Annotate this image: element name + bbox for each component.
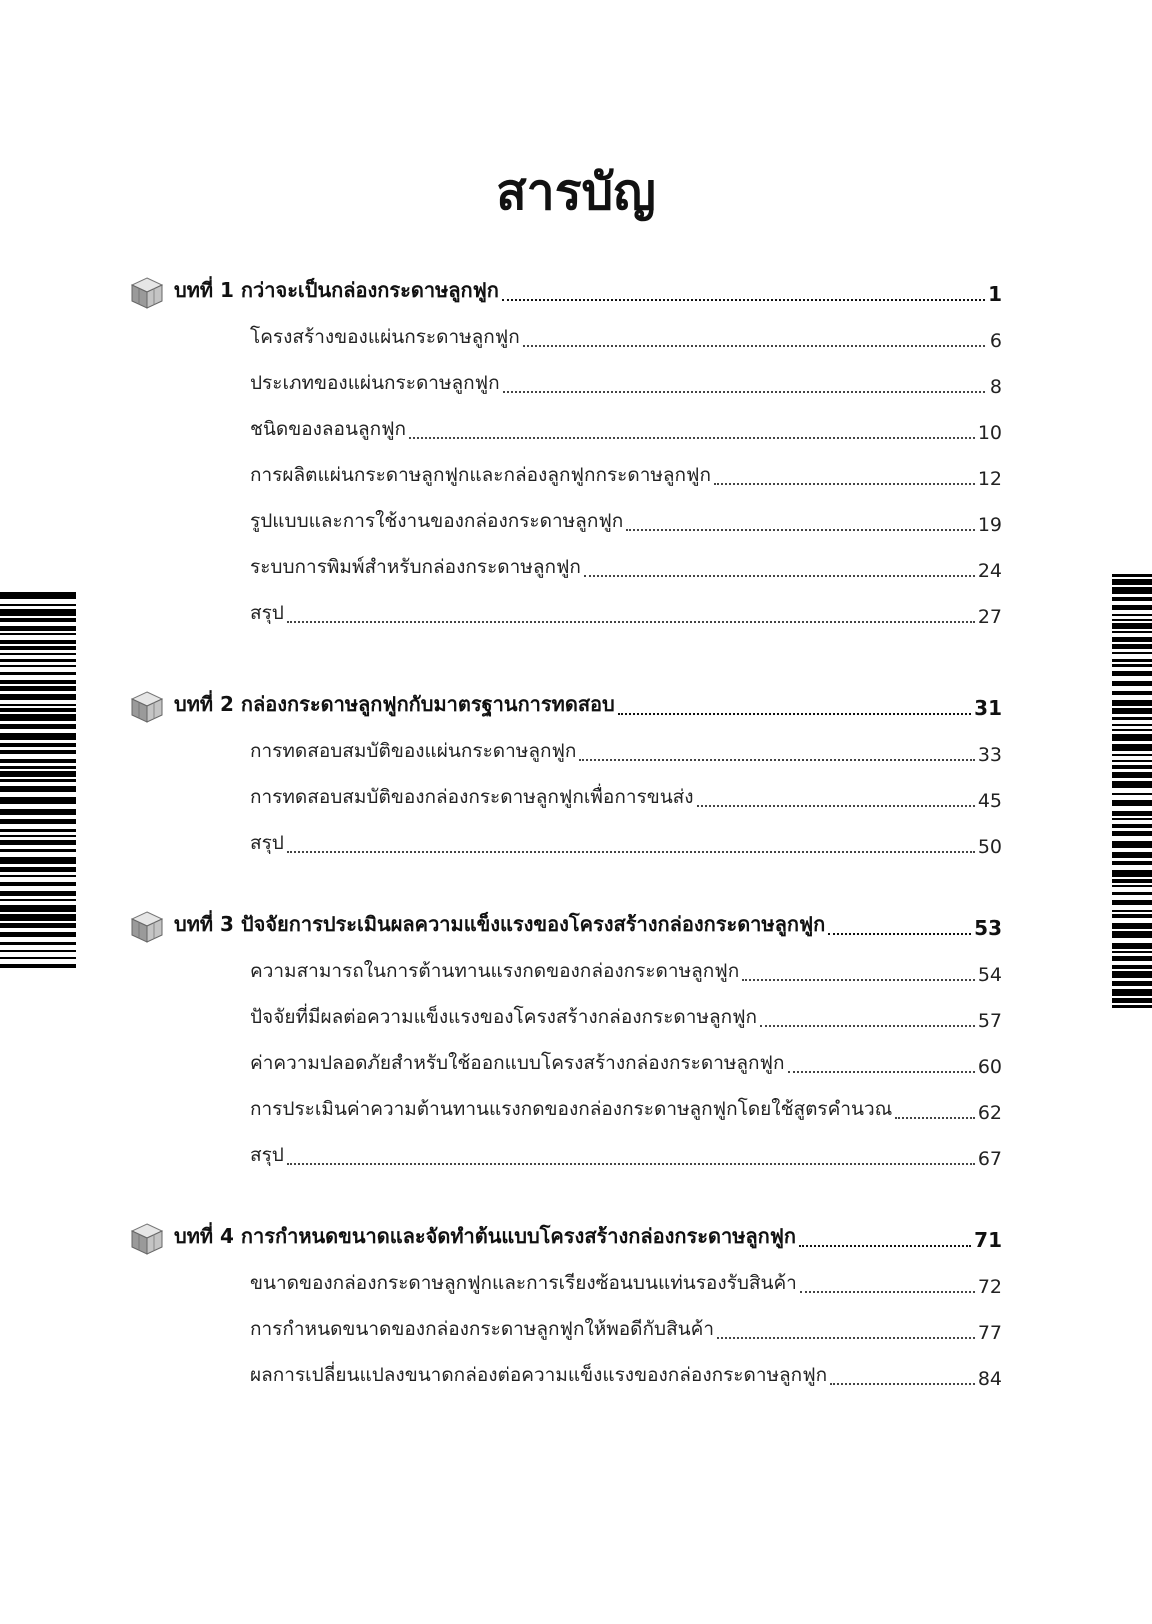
barcode-bar	[1112, 931, 1152, 938]
barcode-bar	[1112, 943, 1152, 949]
barcode-bar	[0, 923, 76, 928]
section-row[interactable]	[250, 1132, 1002, 1178]
barcode-bar	[0, 957, 76, 959]
barcode-bar	[0, 750, 76, 754]
section-row[interactable]	[250, 544, 1002, 590]
barcode-bar	[0, 875, 76, 877]
section-title: การทดสอบสมบัติของแผ่นกระดาษลูกฟูก	[250, 740, 577, 762]
dot-leader	[830, 1383, 975, 1385]
barcode-bar	[1112, 659, 1152, 662]
section-title: ผลการเปลี่ยนแปลงขนาดกล่องต่อความแข็งแรงของกล่องกระดาษลูกฟูก	[250, 1364, 828, 1386]
page-number: 27	[977, 606, 1002, 628]
page-number: 60	[977, 1056, 1002, 1078]
page-number: 45	[977, 790, 1002, 812]
barcode-bar	[1112, 885, 1152, 887]
barcode-bar	[1112, 892, 1152, 895]
barcode-bar	[1112, 951, 1152, 953]
chapter-4	[130, 1214, 1002, 1398]
barcode-bar	[1112, 744, 1152, 751]
barcode-bar	[0, 950, 76, 952]
barcode-bar	[1112, 793, 1152, 795]
barcode-bar	[1112, 700, 1152, 706]
page-number: 84	[977, 1368, 1002, 1390]
section-title: การประเมินค่าความต้านทานแรงกดของกล่องกระดาษลูกฟูกโดยใช้สูตรคำนวณ	[250, 1098, 893, 1120]
dot-leader	[502, 299, 985, 301]
barcode-bar	[1112, 623, 1152, 629]
barcode-bar	[1112, 644, 1152, 649]
barcode-bar	[1112, 852, 1152, 858]
chapter-title: บทที่ 1 กว่าจะเป็นกล่องกระดาษลูกฟูก	[174, 278, 499, 302]
dot-leader	[742, 979, 975, 981]
chapter-title: บทที่ 4 การกำหนดขนาดและจัดทำต้นแบบโครงสร้างกล่องกระดาษลูกฟูก	[174, 1224, 797, 1248]
box-icon	[130, 276, 164, 310]
section-row[interactable]	[250, 994, 1002, 1040]
dot-leader	[618, 713, 971, 715]
barcode-bar	[0, 686, 76, 691]
section-row[interactable]	[250, 498, 1002, 544]
barcode-bar	[0, 714, 76, 721]
barcode-bar	[0, 680, 76, 684]
barcode-bar	[1112, 781, 1152, 788]
barcode-bar	[0, 640, 76, 644]
barcode-bar	[1112, 631, 1152, 633]
barcode-bar	[1112, 914, 1152, 918]
barcode-bar	[0, 724, 76, 729]
dot-leader	[287, 851, 975, 853]
page-number: 50	[977, 836, 1002, 858]
barcode-bar	[1112, 870, 1152, 877]
barcode-bar	[0, 626, 76, 631]
barcode-bar	[0, 899, 76, 901]
section-row[interactable]	[250, 728, 1002, 774]
barcode-bar	[1112, 605, 1152, 610]
barcode-bar	[0, 766, 76, 769]
section-title: ประเภทของแผ่นกระดาษลูกฟูก	[250, 372, 500, 394]
page-number: 54	[977, 964, 1002, 986]
barcode-bar	[1112, 734, 1152, 741]
dot-leader	[523, 345, 985, 347]
section-title: ค่าความปลอดภัยสำหรับใช้ออกแบบโครงสร้างกล่องกระดาษลูกฟูก	[250, 1052, 785, 1074]
dot-leader	[799, 1245, 971, 1247]
barcode-bar	[1112, 717, 1152, 720]
barcode-bar	[1112, 956, 1152, 961]
chapter-heading-row[interactable]	[130, 1214, 1002, 1260]
section-row[interactable]	[250, 1260, 1002, 1306]
barcode-bar	[0, 733, 76, 740]
barcode-bar	[1112, 824, 1152, 828]
barcode-left	[0, 592, 76, 973]
barcode-right	[1112, 574, 1152, 1013]
section-row[interactable]	[250, 314, 1002, 360]
barcode-bar	[0, 704, 76, 706]
barcode-bar	[1112, 671, 1152, 676]
barcode-bar	[1112, 910, 1152, 912]
page-number: 12	[977, 468, 1002, 490]
section-title: ความสามารถในการต้านทานแรงกดของกล่องกระดาษลูกฟูก	[250, 960, 740, 982]
barcode-bar	[0, 618, 76, 622]
section-row[interactable]	[250, 1040, 1002, 1086]
section-row[interactable]	[250, 820, 1002, 866]
barcode-bar	[0, 819, 76, 824]
barcode-bar	[0, 646, 76, 650]
barcode-bar	[0, 857, 76, 864]
section-title: สรุป	[250, 832, 284, 854]
dot-leader	[409, 437, 975, 439]
barcode-bar	[1112, 760, 1152, 762]
barcode-bar	[1112, 879, 1152, 883]
barcode-bar	[1112, 861, 1152, 865]
page-number: 24	[977, 560, 1002, 582]
barcode-bar	[0, 849, 76, 852]
section-row[interactable]	[250, 1086, 1002, 1132]
section-title: รูปแบบและการใช้งานของกล่องกระดาษลูกฟูก	[250, 510, 624, 532]
barcode-bar	[0, 914, 76, 921]
barcode-bar	[0, 665, 76, 667]
barcode-bar	[1112, 831, 1152, 836]
barcode-bar	[0, 797, 76, 804]
barcode-bar	[1112, 1005, 1152, 1008]
section-title: ปัจจัยที่มีผลต่อความแข็งแรงของโครงสร้างกล่องกระดาษลูกฟูก	[250, 1006, 758, 1028]
section-row[interactable]	[250, 590, 1002, 636]
barcode-bar	[0, 835, 76, 837]
barcode-bar	[1112, 574, 1152, 577]
barcode-bar	[0, 708, 76, 712]
chapter-heading-row[interactable]	[130, 268, 1002, 314]
barcode-bar	[0, 932, 76, 937]
page-number: 77	[977, 1322, 1002, 1344]
barcode-bar	[1112, 729, 1152, 731]
barcode-bar	[0, 942, 76, 945]
barcode-bar	[1112, 965, 1152, 969]
dot-leader	[287, 621, 975, 623]
section-title: สรุป	[250, 602, 284, 624]
barcode-bar	[1112, 841, 1152, 848]
section-row[interactable]	[250, 1352, 1002, 1398]
page-number: 19	[977, 514, 1002, 536]
page-number: 10	[977, 422, 1002, 444]
section-row[interactable]	[250, 452, 1002, 498]
barcode-bar	[1112, 691, 1152, 695]
dot-leader	[760, 1025, 975, 1027]
page-number: 1	[988, 282, 1002, 306]
barcode-bar	[1112, 981, 1152, 986]
barcode-bar	[0, 633, 76, 635]
barcode-bar	[1112, 765, 1152, 769]
section-row[interactable]	[250, 1306, 1002, 1352]
barcode-bar	[1112, 587, 1152, 594]
barcode-bar	[1112, 708, 1152, 714]
section-row[interactable]	[250, 360, 1002, 406]
dot-leader	[503, 391, 985, 393]
page-number: 53	[974, 916, 1002, 940]
page-number: 71	[974, 1228, 1002, 1252]
barcode-bar	[1112, 900, 1152, 905]
chapter-title: บทที่ 3 ปัจจัยการประเมินผลความแข็งแรงของโครงสร้างกล่องกระดาษลูกฟูก	[174, 912, 826, 936]
chapter-1	[130, 268, 1002, 636]
page-number: 6	[989, 330, 1002, 352]
chapter-2	[130, 682, 1002, 866]
barcode-bar	[1112, 619, 1152, 621]
barcode-bar	[0, 694, 76, 700]
section-title: สรุป	[250, 1144, 284, 1166]
section-row[interactable]	[250, 948, 1002, 994]
barcode-bar	[1112, 800, 1152, 806]
dot-leader	[895, 1117, 975, 1119]
barcode-bar	[1112, 811, 1152, 816]
dot-leader	[287, 1163, 975, 1165]
section-title: การทดสอบสมบัติของกล่องกระดาษลูกฟูกเพื่อการขนส่ง	[250, 786, 694, 808]
barcode-bar	[1112, 652, 1152, 654]
page-number: 57	[977, 1010, 1002, 1032]
dot-leader	[714, 483, 975, 485]
chapter-3	[130, 902, 1002, 1178]
barcode-bar	[0, 840, 76, 845]
dot-leader	[584, 575, 975, 577]
page-number: 72	[977, 1276, 1002, 1298]
barcode-bar	[1112, 724, 1152, 726]
page-number: 33	[977, 744, 1002, 766]
barcode-bar	[0, 609, 76, 616]
section-title: ระบบการพิมพ์สำหรับกล่องกระดาษลูกฟูก	[250, 556, 581, 578]
section-title: ขนาดของกล่องกระดาษลูกฟูกและการเรียงซ้อนบนแท่นรองรับสินค้า	[250, 1272, 797, 1294]
barcode-bar	[0, 905, 76, 912]
box-icon	[130, 1222, 164, 1256]
dot-leader	[828, 933, 971, 935]
barcode-bar	[1112, 989, 1152, 996]
box-icon	[130, 910, 164, 944]
box-icon	[130, 690, 164, 724]
barcode-bar	[0, 672, 76, 675]
barcode-bar	[0, 786, 76, 792]
barcode-bar	[1112, 664, 1152, 667]
barcode-bar	[1112, 681, 1152, 686]
barcode-bar	[0, 829, 76, 832]
barcode-bar	[0, 659, 76, 662]
dot-leader	[579, 759, 974, 761]
section-row[interactable]	[250, 774, 1002, 820]
barcode-bar	[0, 771, 76, 777]
barcode-bar	[0, 891, 76, 896]
barcode-bar	[1112, 754, 1152, 756]
barcode-bar	[0, 809, 76, 815]
barcode-bar	[1112, 998, 1152, 1003]
barcode-bar	[1112, 597, 1152, 601]
page-number: 67	[977, 1148, 1002, 1170]
barcode-bar	[0, 779, 76, 782]
barcode-bar	[1112, 637, 1152, 642]
chapter-heading-row[interactable]	[130, 902, 1002, 948]
page-number: 31	[974, 696, 1002, 720]
barcode-bar	[1112, 971, 1152, 978]
barcode-bar	[0, 604, 76, 606]
section-title: การผลิตแผ่นกระดาษลูกฟูกและกล่องลูกฟูกกระดาษลูกฟูก	[250, 464, 711, 486]
page-number: 8	[989, 376, 1002, 398]
dot-leader	[788, 1071, 975, 1073]
section-row[interactable]	[250, 406, 1002, 452]
barcode-bar	[0, 743, 76, 747]
barcode-bar	[0, 964, 76, 968]
page-title: สารบัญ	[496, 163, 656, 221]
dot-leader	[800, 1291, 975, 1293]
barcode-bar	[0, 759, 76, 763]
section-title: ชนิดของลอนลูกฟูก	[250, 418, 407, 440]
chapter-title: บทที่ 2 กล่องกระดาษลูกฟูกกับมาตรฐานการทดสอบ	[174, 692, 615, 716]
section-title: โครงสร้างของแผ่นกระดาษลูกฟูก	[250, 326, 520, 348]
page-number: 62	[977, 1102, 1002, 1124]
barcode-bar	[1112, 818, 1152, 820]
barcode-bar	[0, 653, 76, 655]
barcode-bar	[0, 882, 76, 886]
barcode-bar	[1112, 772, 1152, 778]
barcode-bar	[1112, 579, 1152, 585]
dot-leader	[697, 805, 975, 807]
dot-leader	[717, 1337, 975, 1339]
barcode-bar	[1112, 923, 1152, 929]
barcode-bar	[0, 592, 76, 599]
barcode-bar	[0, 867, 76, 872]
section-title: การกำหนดขนาดของกล่องกระดาษลูกฟูกให้พอดีกับสินค้า	[250, 1318, 715, 1340]
dot-leader	[626, 529, 975, 531]
chapter-heading-row[interactable]	[130, 682, 1002, 728]
barcode-bar	[1112, 614, 1152, 616]
